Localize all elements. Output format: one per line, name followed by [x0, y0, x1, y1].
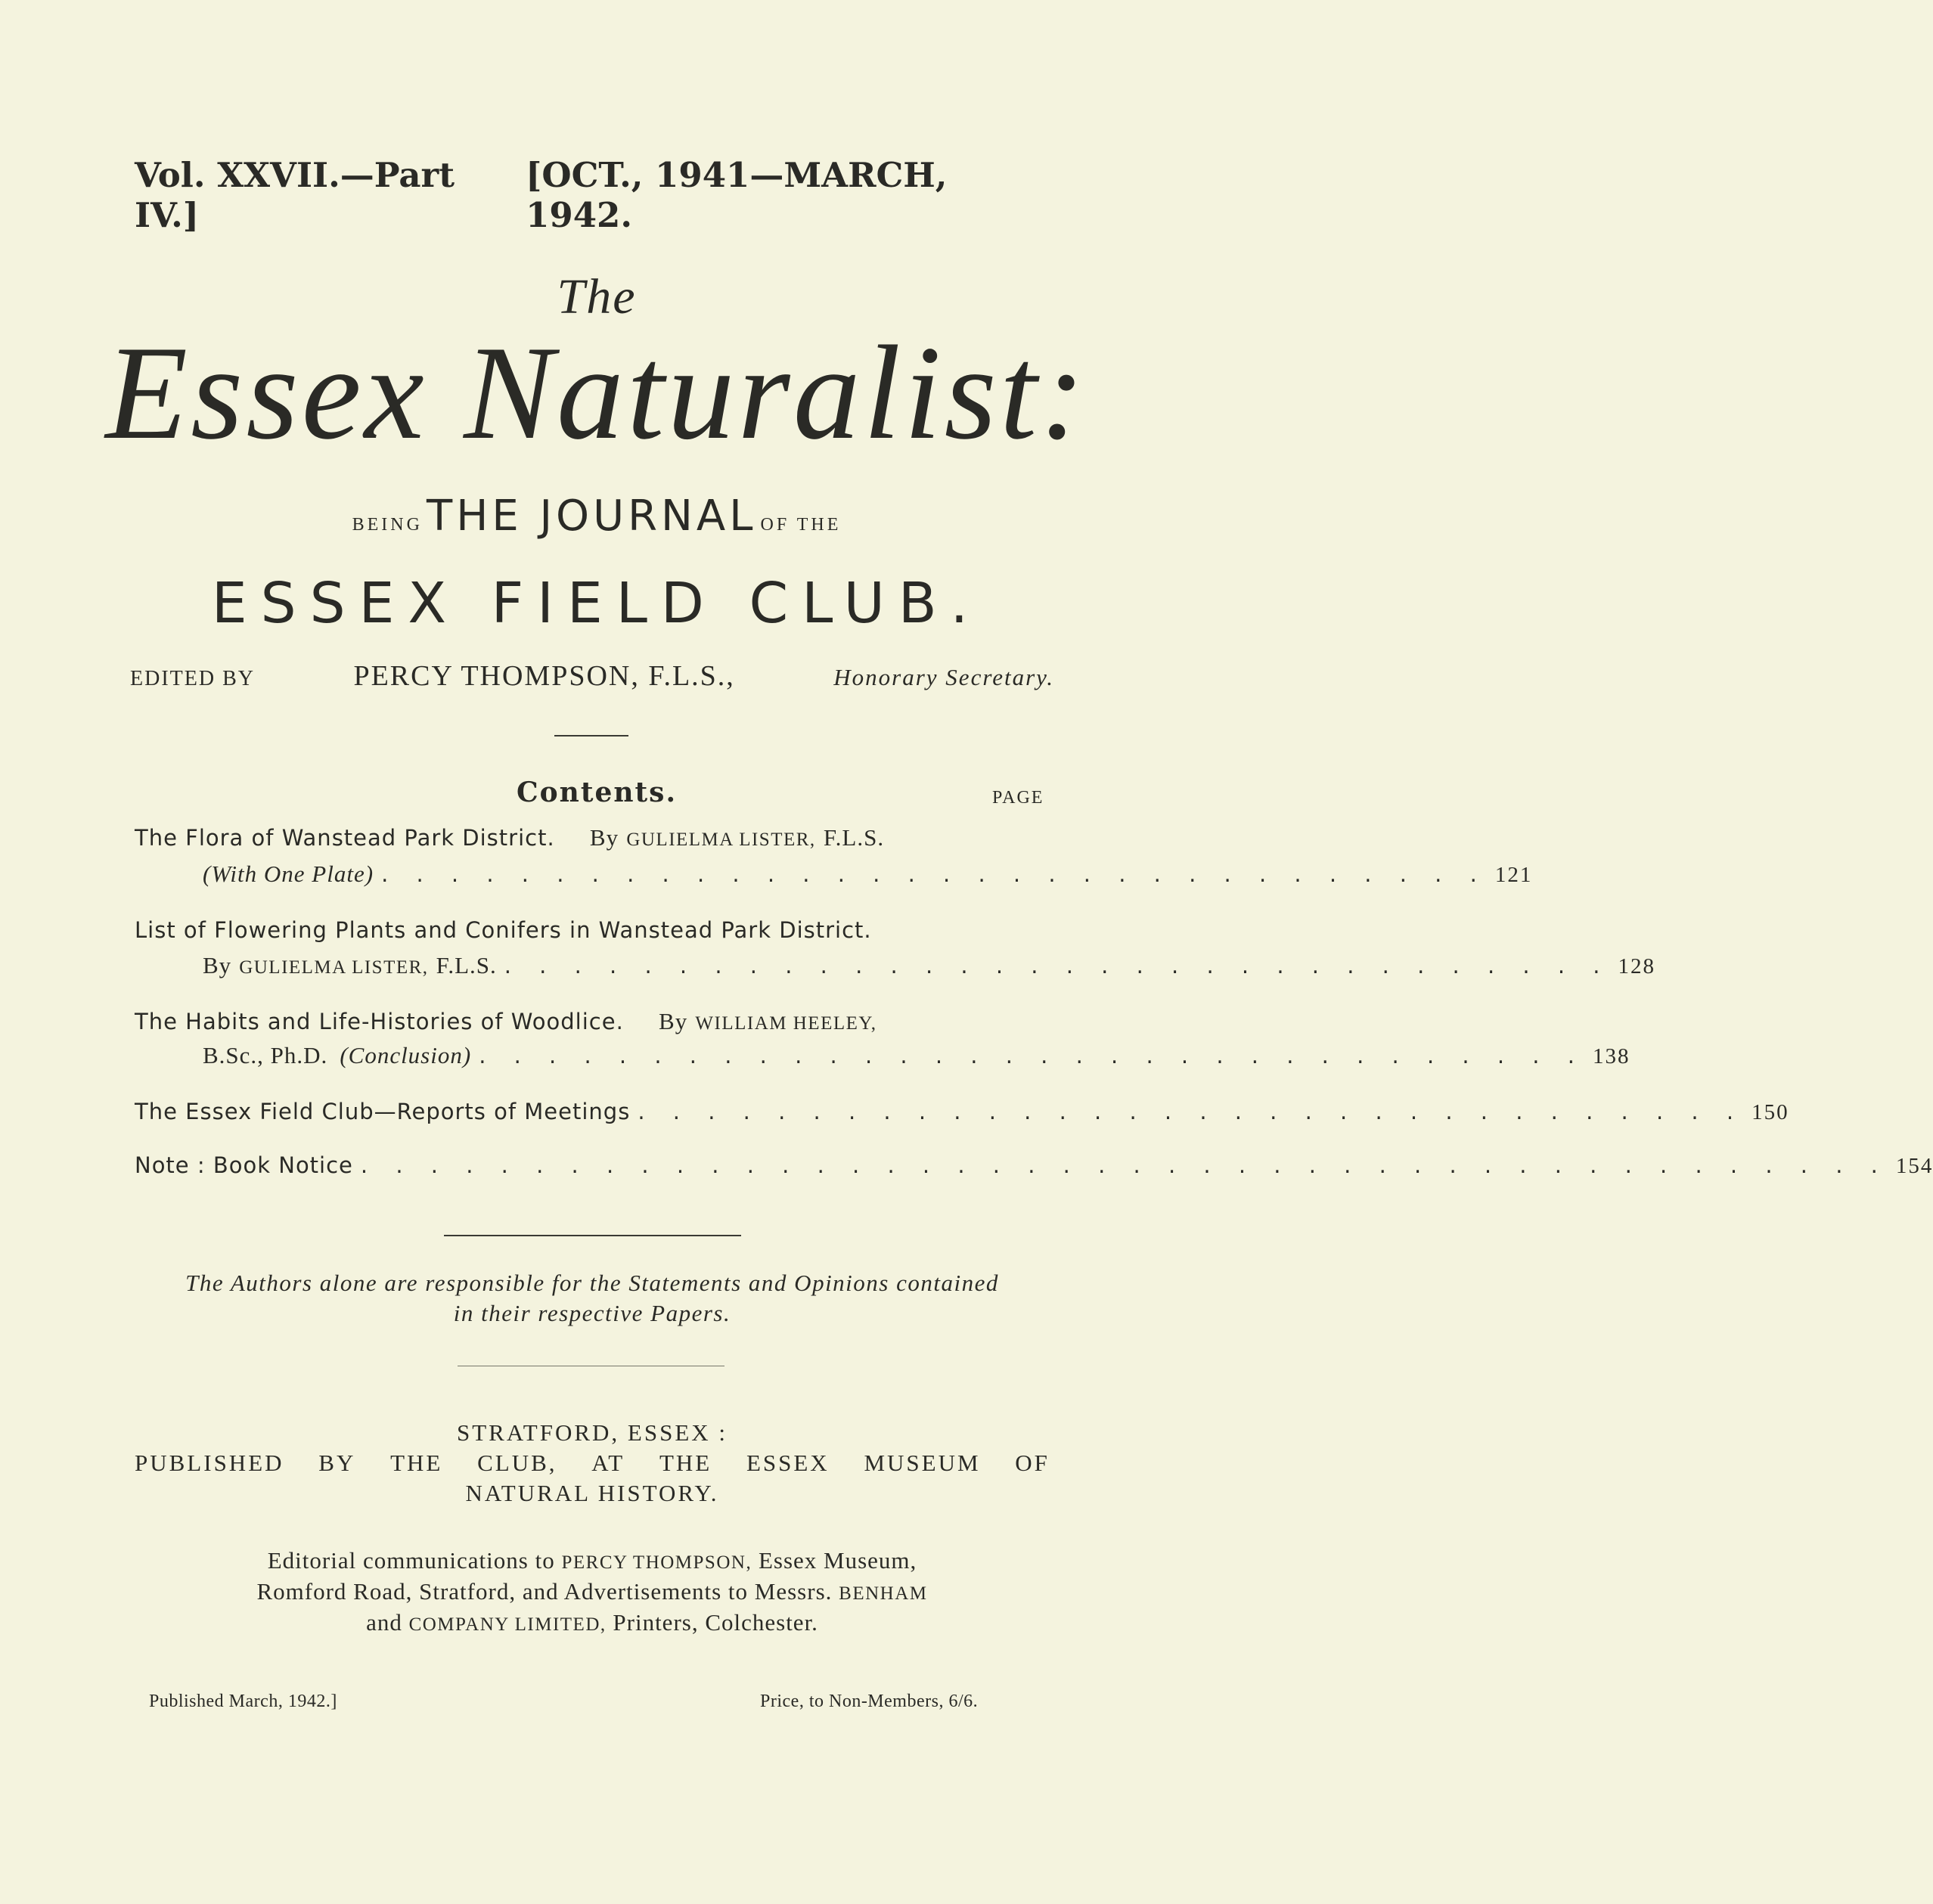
toc-entry-5-line [135, 1152, 1933, 1179]
publisher-word: THE [390, 1450, 443, 1476]
publisher-line-2 [135, 1448, 1050, 1478]
volume-part: Vol. XXVII.—Part IV.] [135, 155, 455, 235]
publisher-word: OF [1015, 1450, 1050, 1476]
toc-entry-1-line2 [203, 861, 1533, 888]
toc-entry-3-by: By [659, 1008, 688, 1034]
disclaimer [135, 1268, 1050, 1329]
toc-entry-4-title: The Essex Field Club—Reports of Meetings [135, 1099, 631, 1124]
publication-date: Published March, 1942.] [149, 1692, 337, 1711]
toc-entry-3-degrees: B.Sc., Ph.D. [203, 1042, 328, 1068]
toc-entry-1-line1 [135, 824, 884, 851]
publisher-word: AT [591, 1450, 625, 1476]
the-journal-word: THE JOURNAL [427, 492, 757, 541]
contents-heading: Contents. [517, 777, 677, 808]
toc-entry-1-title: The Flora of Wanstead Park District. [135, 825, 555, 851]
editorial-contact-name: PERCY THOMPSON, [561, 1552, 752, 1573]
editorial-line-3-a: and [366, 1609, 402, 1636]
being-journal-line [0, 492, 1193, 541]
toc-entry-1-leader: . . . . . . . . . . . . . . . . . . . . . . . . . . . . . . . . [381, 861, 1488, 887]
toc-entry-3-note: (Conclusion) [340, 1042, 472, 1068]
price: Price, to Non-Members, 6/6. [760, 1692, 979, 1711]
toc-entry-5-page: 154 [1895, 1154, 1933, 1178]
toc-entry-2-page: 128 [1618, 954, 1656, 978]
publisher-place: STRATFORD, ESSEX : [456, 1419, 728, 1446]
toc-entry-5-title: Note : Book Notice [135, 1152, 353, 1178]
editorial-line-1-c: Essex Museum, [758, 1547, 917, 1574]
editor-name: PERCY THOMPSON, F.L.S., [353, 660, 735, 692]
printer-name-2: COMPANY LIMITED, [408, 1614, 607, 1635]
being-word: BEING [352, 515, 423, 535]
toc-entry-1-subtitle: (With One Plate) [203, 861, 374, 887]
publisher-word: THE [659, 1450, 712, 1476]
publisher-word: MUSEUM [864, 1450, 981, 1476]
toc-entry-4-page: 150 [1751, 1100, 1789, 1124]
title-the: The [557, 269, 637, 324]
toc-entry-3-author: WILLIAM HEELEY, [695, 1013, 877, 1034]
toc-entry-2-leader: . . . . . . . . . . . . . . . . . . . . . . . . . . . . . . . . [504, 953, 1611, 978]
toc-entry-4-line [135, 1099, 1789, 1125]
page-column-label: PAGE [992, 788, 1044, 808]
toc-entry-2-by: By [203, 952, 232, 978]
editorial-line-2-a: Romford Road, Stratford, and Advertisements to Messrs. [256, 1578, 833, 1605]
publisher-block [135, 1418, 1050, 1509]
printer-name-1: BENHAM [839, 1583, 928, 1604]
toc-entry-1-suffix: F.L.S. [823, 824, 885, 851]
editorial-line-1-a: Editorial communications to [267, 1547, 555, 1574]
editorial-line-3 [135, 1608, 1050, 1639]
issue-dates: [OCT., 1941—MARCH, 1942. [526, 155, 948, 235]
editorial-line-1 [135, 1546, 1050, 1577]
journal-title: Essex Naturalist: [105, 318, 1088, 467]
editor-role: Honorary Secretary. [833, 664, 1054, 690]
toc-entry-1-page: 121 [1494, 863, 1533, 887]
toc-entry-5-leader: . . . . . . . . . . . . . . . . . . . . . . . . . . . . . . . . . . . . . . . . . . . . [360, 1152, 1888, 1178]
toc-entry-3-title: The Habits and Life-Histories of Woodlice. [135, 1009, 624, 1034]
editorial-line-2 [135, 1577, 1050, 1608]
editor-line [130, 659, 1054, 693]
toc-entry-1-by: By [589, 824, 619, 851]
publisher-line-3: NATURAL HISTORY. [465, 1480, 719, 1506]
toc-entry-2-author: GULIELMA LISTER, [239, 957, 429, 978]
disclaimer-line-1: The Authors alone are responsible for the Statements and Opinions contained [185, 1270, 999, 1296]
of-the-word: OF THE [760, 515, 842, 535]
toc-entry-2-title: List of Flowering Plants and Conifers in Wanstead Park District. [135, 917, 872, 943]
toc-entry-3-leader: . . . . . . . . . . . . . . . . . . . . . . . . . . . . . . . . [479, 1043, 1585, 1068]
toc-entry-2-line2 [203, 952, 1656, 979]
divider-rule-top [554, 735, 628, 736]
divider-rule-middle [444, 1235, 741, 1236]
toc-entry-1-author: GULIELMA LISTER, [626, 830, 816, 850]
publisher-word: BY [318, 1450, 356, 1476]
editorial-block [135, 1546, 1050, 1639]
publisher-word: PUBLISHED [135, 1450, 284, 1476]
toc-entry-3-page: 138 [1592, 1044, 1630, 1068]
toc-entry-3-line1 [135, 1008, 877, 1035]
publisher-word: CLUB, [477, 1450, 557, 1476]
toc-entry-2-suffix: F.L.S. [436, 952, 497, 978]
disclaimer-line-2: in their respective Papers. [453, 1300, 731, 1326]
volume-line [135, 155, 1059, 235]
editorial-line-3-c: Printers, Colchester. [613, 1609, 818, 1636]
club-name: ESSEX FIELD CLUB. [211, 571, 982, 636]
edited-by: EDITED BY [130, 667, 255, 690]
publisher-word: ESSEX [746, 1450, 830, 1476]
toc-entry-3-line2 [203, 1042, 1630, 1069]
toc-entry-4-leader: . . . . . . . . . . . . . . . . . . . . . . . . . . . . . . . . [638, 1099, 1745, 1124]
